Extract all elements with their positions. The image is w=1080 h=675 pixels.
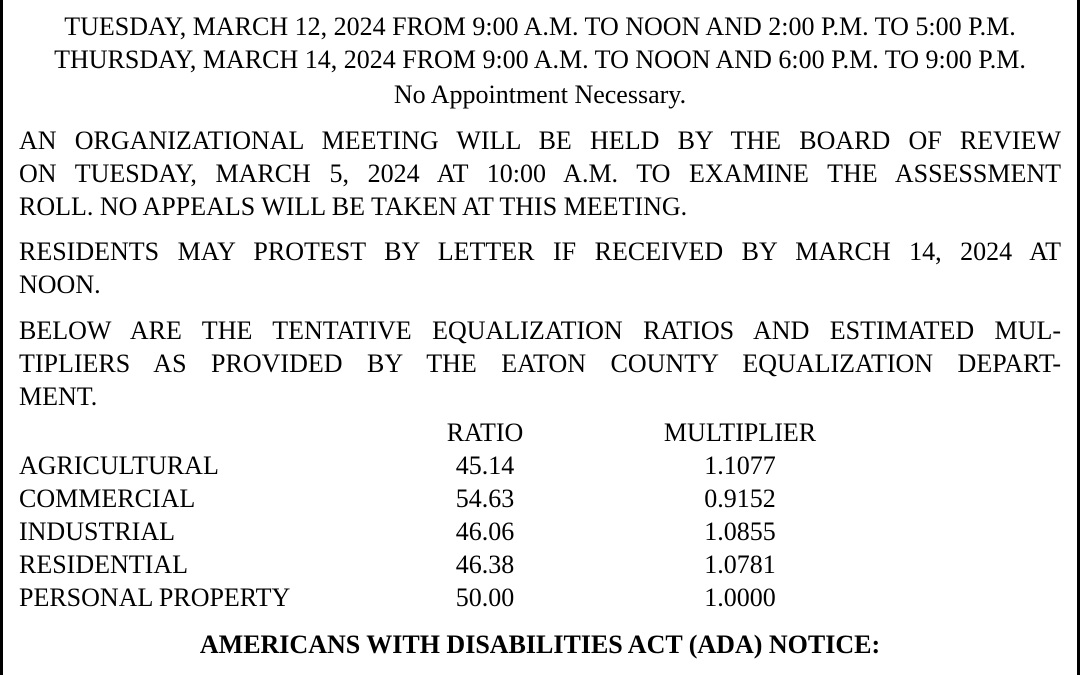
paragraph-line: AN ORGANIZATIONAL MEETING WILL BE HELD BY THE BOARD OF REVIEW: [19, 126, 1061, 155]
table-row: [0, 482, 1080, 515]
property-class: PERSONAL PROPERTY: [19, 583, 291, 612]
ratio-table-header: [0, 416, 1080, 449]
ratio-value: 45.14: [455, 451, 515, 480]
protest-paragraph: [19, 235, 1061, 301]
ratio-value: 50.00: [455, 583, 515, 612]
multiplier-value: 0.9152: [704, 484, 776, 513]
paragraph-line: BELOW ARE THE TENTATIVE EQUALIZATION RATIOS AND ESTIMATED MUL-: [19, 316, 1061, 345]
schedule-line-tuesday: TUESDAY, MARCH 12, 2024 FROM 9:00 A.M. TO NOON AND 2:00 P.M. TO 5:00 P.M.: [64, 12, 1016, 41]
multiplier-column-header: MULTIPLIER: [663, 418, 817, 447]
organizational-meeting-paragraph: [19, 124, 1061, 223]
property-class: INDUSTRIAL: [19, 517, 175, 546]
multiplier-value: 1.1077: [704, 451, 776, 480]
table-row: [0, 581, 1080, 614]
ratio-value: 46.06: [455, 517, 515, 546]
schedule-line-thursday: THURSDAY, MARCH 14, 2024 FROM 9:00 A.M. TO NOON AND 6:00 P.M. TO 9:00 P.M.: [54, 45, 1026, 74]
paragraph-line: ROLL. NO APPEALS WILL BE TAKEN AT THIS MEETING.: [19, 192, 688, 221]
ratio-column-header: RATIO: [446, 418, 524, 447]
ratios-intro-paragraph: [19, 314, 1061, 413]
table-row: [0, 515, 1080, 548]
paragraph-line: NOON.: [19, 270, 101, 299]
property-class: RESIDENTIAL: [19, 550, 188, 579]
ada-notice-heading: AMERICANS WITH DISABILITIES ACT (ADA) NOTICE:: [199, 630, 881, 659]
paragraph-line: MENT.: [19, 382, 98, 411]
paragraph-line: TIPLIERS AS PROVIDED BY THE EATON COUNTY EQUALIZATION DEPART-: [19, 349, 1061, 378]
multiplier-value: 1.0000: [704, 583, 776, 612]
property-class: AGRICULTURAL: [19, 451, 219, 480]
property-class: COMMERCIAL: [19, 484, 196, 513]
ratio-value: 46.38: [455, 550, 515, 579]
multiplier-value: 1.0781: [704, 550, 776, 579]
paragraph-line: RESIDENTS MAY PROTEST BY LETTER IF RECEIVED BY MARCH 14, 2024 AT: [19, 237, 1061, 266]
ratio-value: 54.63: [455, 484, 515, 513]
schedule-note: No Appointment Necessary.: [393, 80, 687, 109]
paragraph-line: ON TUESDAY, MARCH 5, 2024 AT 10:00 A.M. TO EXAMINE THE ASSESSMENT: [19, 159, 1061, 188]
multiplier-value: 1.0855: [704, 517, 776, 546]
table-row: [0, 449, 1080, 482]
table-row: [0, 548, 1080, 581]
